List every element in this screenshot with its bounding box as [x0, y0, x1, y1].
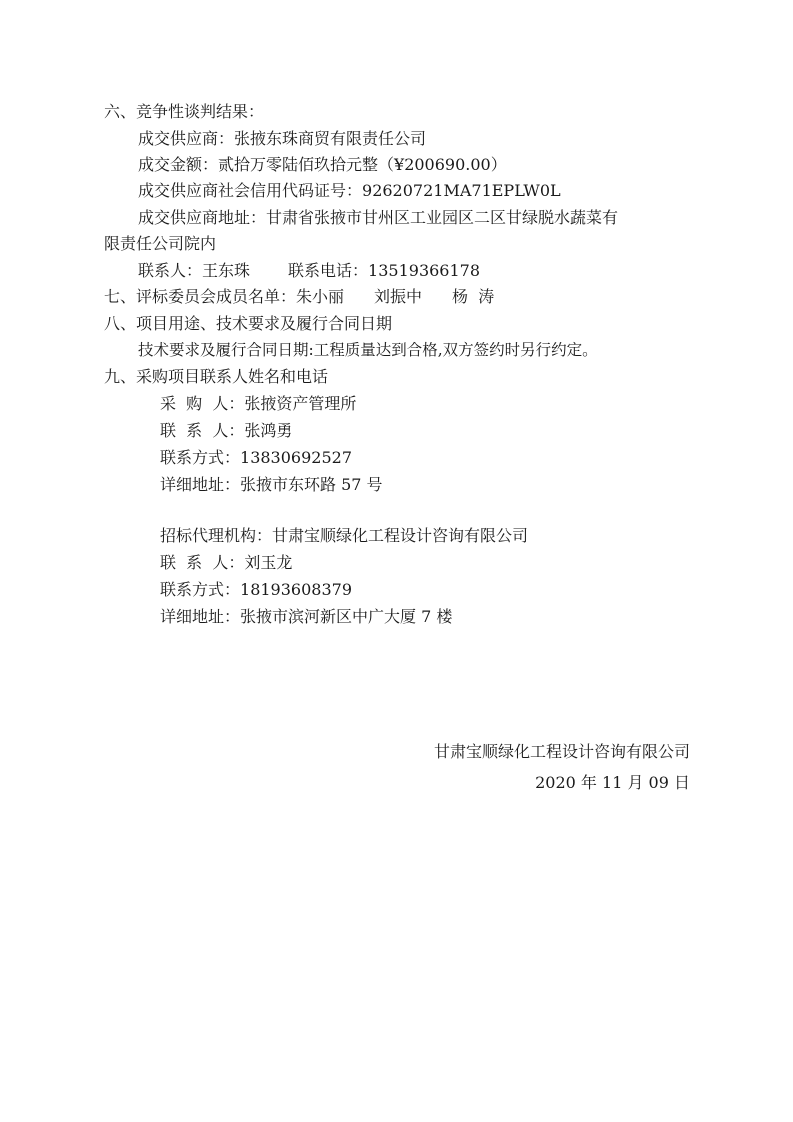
purchaser-phone-label: 联系方式：: [160, 448, 241, 467]
purchaser-value: 张掖资产管理所: [244, 394, 357, 413]
amount-value: 贰拾万零陆佰玖拾元整（¥200690.00）: [218, 155, 507, 174]
supplier-address-line-2: [104, 234, 216, 254]
section-8-heading-text: 八、项目用途、技术要求及履行合同日期: [104, 314, 393, 333]
section-8-detail: [138, 340, 598, 360]
signature-org: 甘肃宝顺绿化工程设计咨询有限公司: [433, 742, 690, 761]
purchaser-line: [160, 394, 356, 414]
supplier-contact-label: 联系人：: [138, 261, 203, 280]
agency-contact-line: [160, 553, 292, 573]
supplier-address-value-2: 限责任公司院内: [104, 234, 217, 253]
purchaser-contact-value: 张鸿勇: [244, 421, 293, 440]
supplier-label: 成交供应商：: [138, 129, 235, 148]
supplier-phone-value: 13519366178: [368, 261, 481, 280]
agency-address-line: [160, 607, 452, 627]
agency-phone-label: 联系方式：: [160, 580, 241, 599]
credit-code-line: [138, 181, 561, 201]
credit-code-value: 92620721MA71EPLW0L: [362, 181, 561, 200]
committee-member-3: 杨 涛: [452, 287, 495, 306]
purchaser-contact-line: [160, 421, 292, 441]
section-7-line: [104, 287, 494, 307]
purchaser-address-value: 张掖市东环路 57 号: [240, 475, 383, 494]
supplier-phone-label: 联系电话：: [288, 261, 369, 280]
supplier-address-label: 成交供应商地址：: [138, 208, 267, 227]
supplier-contact-value: 王东珠: [202, 261, 251, 280]
section-8-detail-text: 技术要求及履行合同日期:工程质量达到合格,双方签约时另行约定。: [138, 341, 598, 359]
supplier-contact-line: [138, 261, 480, 281]
agency-label: 招标代理机构：: [160, 526, 273, 545]
agency-address-label: 详细地址：: [160, 607, 241, 626]
section-6-heading: [104, 102, 264, 122]
agency-contact-label: 联 系 人：: [160, 553, 245, 572]
purchaser-address-label: 详细地址：: [160, 475, 241, 494]
agency-address-value: 张掖市滨河新区中广大厦 7 楼: [240, 607, 453, 626]
committee-member-2: 刘振中: [374, 287, 423, 306]
amount-label: 成交金额：: [138, 155, 219, 174]
supplier-line: [138, 129, 426, 149]
purchaser-phone-line: [160, 448, 352, 468]
purchaser-contact-label: 联 系 人：: [160, 421, 245, 440]
section-9-heading: [104, 367, 328, 387]
credit-code-label: 成交供应商社会信用代码证号：: [138, 181, 363, 200]
section-6-heading-text: 六、竞争性谈判结果：: [104, 102, 265, 121]
amount-line: [138, 155, 507, 175]
agency-phone-value: 18193608379: [240, 580, 352, 599]
section-9-heading-text: 九、采购项目联系人姓名和电话: [104, 367, 329, 386]
supplier-value: 张掖东珠商贸有限责任公司: [234, 129, 427, 148]
section-7-heading: 七、评标委员会成员名单：: [104, 287, 297, 306]
purchaser-phone-value: 13830692527: [240, 448, 352, 467]
supplier-address-value-1: 甘肃省张掖市甘州区工业园区二区甘绿脱水蔬菜有: [266, 208, 619, 227]
committee-member-1: 朱小丽: [296, 287, 345, 306]
signature-date: 2020 年 11 月 09 日: [535, 773, 690, 792]
agency-contact-value: 刘玉龙: [244, 553, 293, 572]
purchaser-address-line: [160, 475, 383, 495]
purchaser-label: 采 购 人：: [160, 394, 245, 413]
agency-phone-line: [160, 580, 352, 600]
section-8-heading: [104, 314, 392, 334]
supplier-address-line-1: [138, 208, 618, 228]
agency-value: 甘肃宝顺绿化工程设计咨询有限公司: [272, 526, 529, 545]
agency-line: [160, 526, 528, 546]
